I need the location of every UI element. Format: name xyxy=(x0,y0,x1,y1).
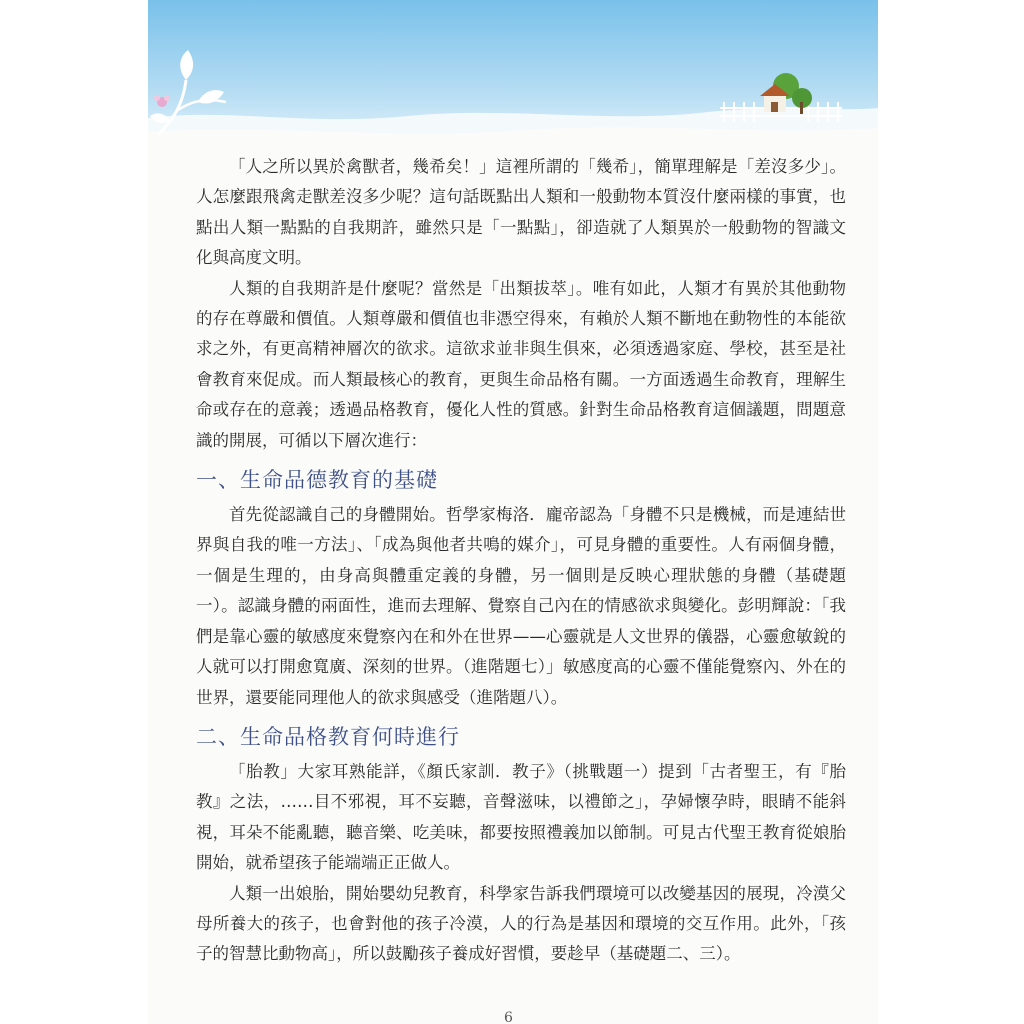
intro-paragraph-2: 人類的自我期許是什麼呢？當然是「出類拔萃」。唯有如此，人類才有異於其他動物的存在尊嚴和價值。人類尊嚴和價值也非憑空得來，有賴於人類不斷地在動物性的本能欲求之外，有更高精神層次的欲求。這欲求並非與生俱來，必須透過家庭、學校，甚至是社會教育來促成。而人類最核心的教育，更與生命品格有關。一方面透過生命教育，理解生命或存在的意義；透過品格教育，優化人性的質感。針對生命品格教育這個議題，問題意識的開展，可循以下層次進行： xyxy=(196,278,846,450)
house-with-trees-and-fence-icon xyxy=(716,68,846,128)
page-number: 6 xyxy=(504,1010,513,1024)
section-2-paragraph-2: 人類一出娘胎，開始嬰幼兒教育，科學家告訴我們環境可以改變基因的展現，冷漠父母所養大的孩子，也會對他的孩子冷漠，人的行為是基因和環境的交互作用。此外，「孩子的智慧比動物高」，所以鼓勵孩子養成好習慣，要趁早（基礎題二、三）。 xyxy=(196,883,846,964)
white-branch-with-pink-flower-icon xyxy=(148,40,238,140)
section-2-heading: 二、生命品格教育何時進行 xyxy=(196,724,460,749)
intro-paragraph-1: 「人之所以異於禽獸者，幾希矣！」這裡所謂的「幾希」，簡單理解是「差沒多少」。人怎麼跟飛禽走獸差沒多少呢？這句話既點出人類和一般動物本質沒什麼兩樣的事實，也點出人類一點點的自我期許，雖然只是「一點點」，卻造就了人類異於一般動物的智識文化與高度文明。 xyxy=(196,157,846,268)
article-body xyxy=(196,152,846,970)
section-1-heading: 一、生命品德教育的基礎 xyxy=(196,468,438,493)
book-page xyxy=(148,0,878,1024)
scan-margin-right xyxy=(878,0,1024,1024)
section-1-paragraph-1: 首先從認識自己的身體開始。哲學家梅洛．龐帝認為「身體不只是機械，而是連結世界與自我的唯一方法」、「成為與他者共鳴的媒介」，可見身體的重要性。人有兩個身體，一個是生理的，由身高與體重定義的身體，另一個則是反映心理狀態的身體（基礎題一）。認識身體的兩面性，進而去理解、覺察自己內在的情感欲求與變化。彭明輝說：「我們是靠心靈的敏感度來覺察內在和外在世界——心靈就是人文世界的儀器，心靈愈敏銳的人就可以打開愈寬廣、深刻的世界。（進階題七）」敏感度高的心靈不僅能覺察內、外在的世界，還要能同理他人的欲求與感受（進階題八）。 xyxy=(196,505,846,707)
section-2-paragraph-1: 「胎教」大家耳熟能詳，《顏氏家訓．教子》（挑戰題一）提到「古者聖王，有『胎教』之法，……目不邪視，耳不妄聽，音聲滋味，以禮節之」，孕婦懷孕時，眼睛不能斜視，耳朵不能亂聽，聽音樂、吃美味，都要按照禮義加以節制。可見古代聖王教育從娘胎開始，就希望孩子能端端正正做人。 xyxy=(196,761,846,873)
